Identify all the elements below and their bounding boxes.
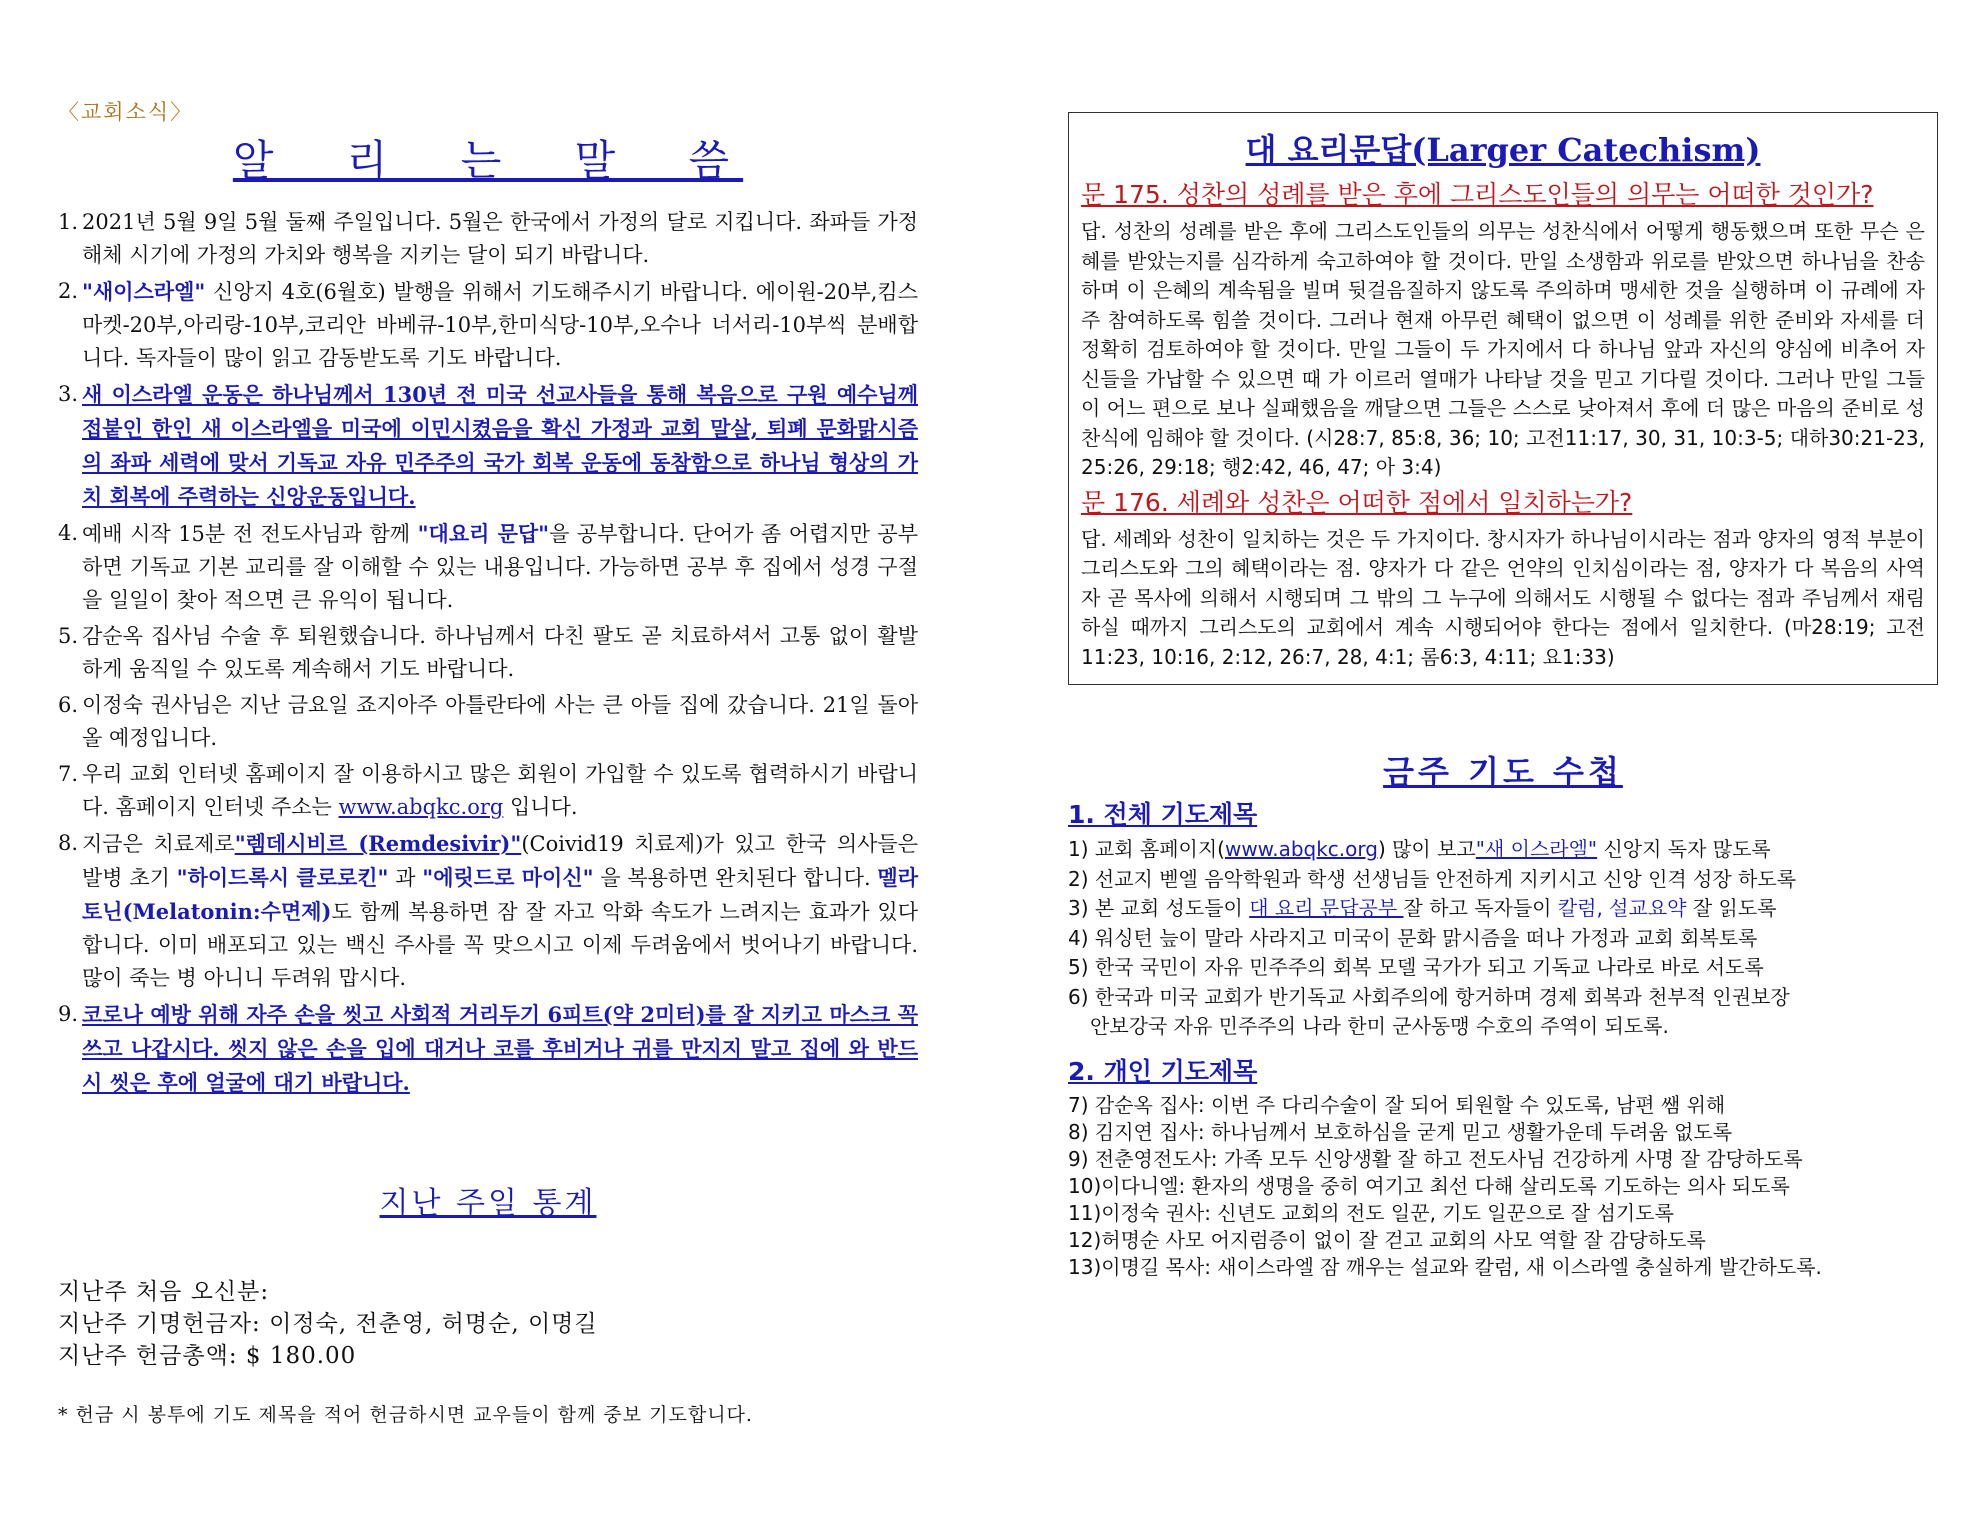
text-run: "새이스라엘" <box>82 279 206 304</box>
general-prayer-list <box>1068 835 1938 1042</box>
general-prayer-item <box>1068 835 1938 865</box>
first-visitors-line: 지난주 처음 오신분: <box>58 1279 270 1305</box>
prayer-notebook-title: 금주 기도 수첩 <box>1383 753 1623 791</box>
text-run: 감순옥 집사님 수술 후 퇴원했습니다. 하나님께서 다친 팔도 곧 치료하셔서 고통 없이 활발하게 움직일 수 있도록 계속해서 기도 바랍니다. <box>82 624 918 681</box>
announcement-number: 8. <box>58 831 79 855</box>
announcement-item <box>58 998 918 1100</box>
personal-prayer-item: 11)이정숙 권사: 신년도 교회의 전도 일꾼, 기도 일꾼으로 잘 섬기도록 <box>1068 1200 1674 1225</box>
announcement-item <box>58 378 918 514</box>
last-sunday-stats-title: 지난 주일 통계 <box>379 1186 597 1221</box>
text-run: 잘 읽도록 <box>1686 896 1777 920</box>
personal-prayer-item: 10)이다니엘: 환자의 생명을 중히 여기고 최선 다해 살리도록 기도하는 의사 되도록 <box>1068 1173 1790 1198</box>
link-text[interactable]: www.abqkc.org <box>1224 837 1378 861</box>
text-run: 4) 워싱턴 늪이 말라 사라지고 미국이 문화 맑시즘을 떠나 가정과 교회 회복토록 <box>1068 925 1758 950</box>
announcement-number: 5. <box>58 624 79 648</box>
announcement-number: 3. <box>58 382 79 406</box>
catechism-question-176: 문 176. 세례와 성찬은 어떠한 점에서 일치하는가? <box>1081 487 1633 517</box>
text-run: 새 이스라엘 운동은 하나님께서 130년 전 미국 선교사들을 통해 복음으로 구원 예수님께 접붙인 한인 새 이스라엘을 미국에 이민시켰음을 확신 가정과 교회 말살, 퇴폐 문화맑시즘의 좌파 세력에 맞서 기독교 자유 민주주의 국가 회복 운동에 동참함으로 하나님 형상의 가치 회복에 주력하는 신앙운동입니다. <box>82 382 918 509</box>
text-run: "에릿드로 마이신" <box>422 865 594 890</box>
announcement-item <box>58 758 918 824</box>
announcements-column <box>58 96 918 1427</box>
text-run: 3) 본 교회 성도들이 <box>1068 896 1250 920</box>
text-run: 우리 교회 인터넷 홈페이지 잘 이용하시고 많은 회원이 가입할 수 있도록 협력하시기 바랍니다. 홈페이지 인터넷 주소는 <box>82 762 918 819</box>
text-run: (Coivid19 치료제)가 있고 한국 의사들은 발병 초기 <box>82 832 918 890</box>
announcement-number: 4. <box>58 521 79 545</box>
catechism-answer-175: 답. 성찬의 성례를 받은 후에 그리스도인들의 의무는 성찬식에서 어떻게 행동했으며 또한 무슨 은혜를 받았는지를 심각하게 숙고하여야 할 것이다. 만일 소생함과 위로를 받았으면 하나님을 찬송하며 이 은혜의 계속됨을 빌며 뒷걸음질하지 않도록 주의하며 맹세한 것을 실행하며 이 규례에 자주 참여하도록 힘쓸 것이다. 그러나 현재 아무런 혜택이 없으면 이 성례를 위한 준비와 자세를 더 정확히 검토하여야 할 것이다. 만일 그들이 두 가지에서 다 하나님 앞과 자신의 양심에 비추어 자신들을 가납할 수 있으면 때 가 이르러 열매가 나타날 것을 믿고 기다릴 것이다. 그러나 만일 그들이 어느 편으로 보나 실패했음을 깨달으면 그들은 스스로 낮아져서 후에 더 많은 마음의 준비로 성찬식에 임해야 할 것이다. (시28:7, 85:8, 36; 10; 고전11:17, 30, 31, 10:3-5; 대하30:21-23, 25:26, 29:18; 행2:42, 46, 47; 아 3:4) <box>1081 219 1925 479</box>
general-prayer-item <box>1068 1012 1938 1042</box>
announcement-number: 1. <box>58 210 79 234</box>
announcement-item <box>58 517 918 617</box>
text-run: "대요리 문답" <box>417 521 550 546</box>
text-run: 이정숙 권사님은 지난 금요일 죠지아주 아틀란타에 사는 큰 아들 집에 갔습니다. 21일 돌아올 예정입니다. <box>82 693 918 750</box>
general-prayer-title: 1. 전체 기도제목 <box>1068 800 1258 829</box>
link-text[interactable]: 대 요리 문답공부 <box>1249 896 1404 920</box>
announcement-item <box>58 827 918 995</box>
named-donors-line: 지난주 기명헌금자: 이정숙, 전춘영, 허명순, 이명길 <box>58 1311 598 1337</box>
announcements-list <box>58 206 918 1100</box>
text-run: 도 함께 복용하면 잠 잘 자고 악화 속도가 느려지는 효과가 있다 합니다. 이미 배포되고 있는 백신 주사를 꼭 맞으시고 이제 두려움에서 벗어나기 바랍니다. 많이 죽는 병 아니니 두려워 맙시다. <box>82 900 918 990</box>
right-column <box>1068 112 1938 1291</box>
offering-total-line: 지난주 헌금총액: $ 180.00 <box>58 1343 357 1369</box>
announcement-number: 2. <box>58 279 79 303</box>
announcement-number: 6. <box>58 693 79 717</box>
catechism-answer-176: 답. 세례와 성찬이 일치하는 것은 두 가지이다. 창시자가 하나님이시라는 점과 양자의 영적 부분이 그리스도와 그의 혜택이라는 점. 양자가 다 같은 언약의 인치심이라는 점, 양자가 다 복음의 사역자 곧 목사에 의해서 시행되며 그 밖의 그 누구에 의해서도 시행될 수 없다는 점과 주님께서 재림하실 때까지 그리스도의 교회에서 계속 시행되어야 한다는 점에서 일치한다. (마28:19; 고전11:23, 10:16, 2:12, 26:7, 28, 4:1; 롬6:3, 4:11; 요1:33) <box>1081 526 1925 669</box>
catechism-box <box>1068 112 1938 685</box>
text-run: 5) 한국 국민이 자유 민주주의 회복 모델 국가가 되고 기독교 나라로 바로 서도록 <box>1068 955 1764 979</box>
church-news-label: 〈교회소식〉 <box>58 100 194 124</box>
text-run: 2) 선교지 벧엘 음악학원과 학생 선생님들 안전하게 지키시고 신앙 인격 성장 하도록 <box>1068 866 1797 891</box>
text-run: ) 많이 보고 <box>1377 837 1476 861</box>
announcement-number: 7. <box>58 762 79 786</box>
announcement-item <box>58 206 918 272</box>
personal-prayer-item: 8) 김지연 집사: 하나님께서 보호하심을 굳게 믿고 생활가운데 두려움 없도록 <box>1068 1119 1733 1144</box>
text-run: "렘데시비르 (Remdesivir)" <box>234 831 522 856</box>
text-run: 과 <box>388 866 423 890</box>
text-run: 신앙지 4호(6월호) 발행을 위해서 기도해주시기 바랍니다. 에이원-20부,킴스마켓-20부,아리랑-10부,코리안 바베큐-10부,한미식당-10부,오수나 너서리-10부씩 분배합니다. 독자들이 많이 읽고 감동받도록 기도 바랍니다. <box>82 280 918 370</box>
personal-prayer-title: 2. 개인 기도제목 <box>1068 1056 1258 1086</box>
text-run: 1) 교회 홈페이지( <box>1068 837 1225 861</box>
text-run: 멜라토닌(Melatonin:수면제) <box>82 865 919 924</box>
text-run: 예배 시작 15분 전 전도사님과 함께 <box>82 522 418 546</box>
text-run: 을 복용하면 완치된다 합니다. <box>593 866 878 890</box>
offering-footnote: * 헌금 시 봉투에 기도 제목을 적어 헌금하시면 교우들이 함께 중보 기도합니다. <box>58 1404 753 1426</box>
text-run: 잘 하고 독자들이 <box>1403 896 1558 920</box>
text-run: 6) 한국과 미국 교회가 반기독교 사회주의에 항거하며 경제 회복과 천부적 인권보장 <box>1068 984 1790 1009</box>
general-prayer-item <box>1068 865 1938 895</box>
personal-prayer-list <box>1068 1092 1938 1281</box>
announcement-item <box>58 620 918 686</box>
link-text[interactable]: www.abqkc.org <box>338 795 504 819</box>
general-prayer-item <box>1068 924 1938 954</box>
link-text[interactable]: "새 이스라엘" <box>1475 837 1598 861</box>
text-run: 지금은 치료제로 <box>82 832 235 856</box>
general-prayer-item <box>1068 983 1938 1013</box>
text-run: 코로나 예방 위해 자주 손을 씻고 사회적 거리두기 6피트(약 2미터)를 잘 지키고 마스크 꼭 쓰고 나갑시다. 씻지 않은 손을 입에 대거나 코를 후비거나 귀를 만지지 말고 집에 와 반드시 씻은 후에 얼굴에 대기 바랍니다. <box>82 1002 918 1095</box>
personal-prayer-item: 12)허명순 사모 어지럼증이 없이 잘 걷고 교회의 사모 역할 잘 감당하도록 <box>1068 1227 1706 1252</box>
text-run: 칼럼, 설교요약 <box>1557 896 1687 920</box>
catechism-title: 대 요리문답(Larger Catechism) <box>1245 131 1761 169</box>
announcement-number: 9. <box>58 1002 79 1026</box>
text-run: 을 공부합니다. 단어가 좀 어렵지만 공부하면 기독교 기본 교리를 잘 이해할 수 있는 내용입니다. 가능하면 공부 후 집에서 성경 구절을 일일이 찾아 적으면 큰 유익이 됩니다. <box>82 522 918 612</box>
text-run: "하이드록시 클로로킨" <box>176 865 389 890</box>
catechism-question-175: 문 175. 성찬의 성례를 받은 후에 그리스도인들의 의무는 어떠한 것인가? <box>1081 180 1874 209</box>
text-run: 안보강국 자유 민주주의 나라 한미 군사동맹 수호의 주역이 되도록. <box>1090 1014 1669 1038</box>
text-run: 입니다. <box>503 795 578 819</box>
text-run: 신앙지 독자 많도록 <box>1597 837 1771 861</box>
announcement-item <box>58 275 918 375</box>
announcements-title: 알 리 는 말 씀 <box>232 136 744 185</box>
announcement-item <box>58 689 918 755</box>
personal-prayer-item: 13)이명길 목사: 새이스라엘 잠 깨우는 설교와 칼럼, 새 이스라엘 충실하게 발간하도록. <box>1068 1254 1822 1279</box>
general-prayer-item <box>1068 894 1938 924</box>
general-prayer-item <box>1068 953 1938 983</box>
personal-prayer-item: 7) 감순옥 집사: 이번 주 다리수술이 잘 되어 퇴원할 수 있도록, 남편 쌤 위해 <box>1068 1092 1726 1117</box>
text-run: 2021년 5월 9일 5월 둘째 주일입니다. 5월은 한국에서 가정의 달로 지킵니다. 좌파들 가정해체 시기에 가정의 가치와 행복을 지키는 달이 되기 바랍니다. <box>82 210 918 267</box>
personal-prayer-item: 9) 전춘영전도사: 가족 모두 신앙생활 잘 하고 전도사님 건강하게 사명 잘 감당하도록 <box>1068 1146 1803 1171</box>
